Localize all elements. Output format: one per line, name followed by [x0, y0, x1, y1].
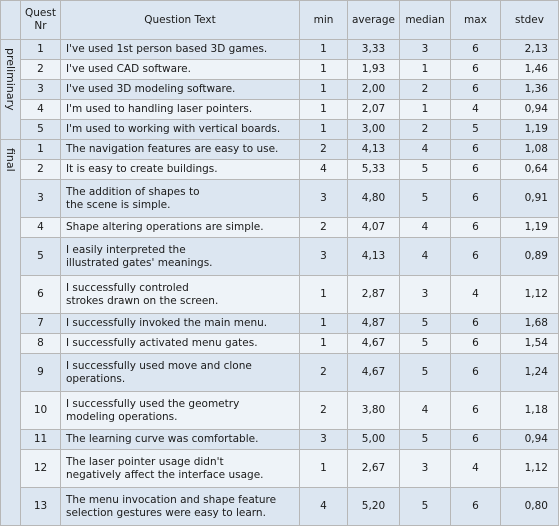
average-cell: 5,00: [348, 430, 400, 450]
question-text-cell: I successfully activated menu gates.: [61, 334, 300, 354]
header-quest-nr: Quest Nr: [21, 1, 61, 40]
average-cell: 3,00: [348, 120, 400, 140]
min-cell: 2: [300, 218, 348, 238]
median-cell: 5: [400, 160, 451, 180]
min-cell: 1: [300, 276, 348, 314]
quest-nr-cell: 1: [21, 140, 61, 160]
max-cell: 5: [451, 120, 501, 140]
max-cell: 6: [451, 160, 501, 180]
average-cell: 4,87: [348, 314, 400, 334]
average-cell: 4,67: [348, 354, 400, 392]
average-cell: 3,33: [348, 40, 400, 60]
median-cell: 4: [400, 218, 451, 238]
table-row: [1, 100, 559, 120]
average-cell: 2,00: [348, 80, 400, 100]
stdev-cell: 1,46: [501, 60, 559, 80]
quest-nr-cell: 9: [21, 354, 61, 392]
question-text-cell: Shape altering operations are simple.: [61, 218, 300, 238]
max-cell: 6: [451, 60, 501, 80]
question-text-cell: I've used 3D modeling software.: [61, 80, 300, 100]
average-cell: 2,67: [348, 450, 400, 488]
quest-nr-cell: 11: [21, 430, 61, 450]
min-cell: 2: [300, 392, 348, 430]
quest-nr-cell: 2: [21, 60, 61, 80]
quest-nr-cell: 4: [21, 218, 61, 238]
stdev-cell: 0,91: [501, 180, 559, 218]
stdev-cell: 0,89: [501, 238, 559, 276]
question-text-cell: I'm used to working with vertical boards.: [61, 120, 300, 140]
quest-nr-cell: 13: [21, 488, 61, 526]
question-text-cell: The menu invocation and shape feature selection gestures were easy to learn.: [61, 488, 300, 526]
question-text-cell: I easily interpreted the illustrated gates' meanings.: [61, 238, 300, 276]
median-cell: 5: [400, 430, 451, 450]
header-average: average: [348, 1, 400, 40]
table-row: [1, 140, 559, 160]
quest-nr-cell: 4: [21, 100, 61, 120]
average-cell: 3,80: [348, 392, 400, 430]
median-cell: 4: [400, 392, 451, 430]
median-cell: 5: [400, 354, 451, 392]
min-cell: 1: [300, 450, 348, 488]
min-cell: 2: [300, 354, 348, 392]
table-row: [1, 354, 559, 392]
average-cell: 4,13: [348, 140, 400, 160]
max-cell: 6: [451, 430, 501, 450]
quest-nr-cell: 5: [21, 238, 61, 276]
group-label-cell: [1, 40, 21, 140]
median-cell: 3: [400, 40, 451, 60]
quest-nr-cell: 3: [21, 80, 61, 100]
quest-nr-cell: 8: [21, 334, 61, 354]
max-cell: 4: [451, 100, 501, 120]
median-cell: 5: [400, 180, 451, 218]
max-cell: 6: [451, 354, 501, 392]
average-cell: 4,67: [348, 334, 400, 354]
quest-nr-cell: 12: [21, 450, 61, 488]
median-cell: 5: [400, 314, 451, 334]
group-label-cell: [1, 140, 21, 526]
table-row: [1, 80, 559, 100]
average-cell: 5,20: [348, 488, 400, 526]
stdev-cell: 0,80: [501, 488, 559, 526]
header-row: [1, 1, 559, 40]
min-cell: 3: [300, 238, 348, 276]
max-cell: 6: [451, 488, 501, 526]
median-cell: 5: [400, 334, 451, 354]
quest-nr-cell: 5: [21, 120, 61, 140]
question-text-cell: I successfully used the geometry modeling operations.: [61, 392, 300, 430]
group-label: final: [4, 148, 17, 172]
average-cell: 4,13: [348, 238, 400, 276]
median-cell: 1: [400, 60, 451, 80]
question-text-cell: I successfully controled strokes drawn on the screen.: [61, 276, 300, 314]
quest-nr-cell: 10: [21, 392, 61, 430]
stdev-cell: 1,24: [501, 354, 559, 392]
median-cell: 3: [400, 450, 451, 488]
stdev-cell: 1,18: [501, 392, 559, 430]
table-row: [1, 430, 559, 450]
median-cell: 5: [400, 488, 451, 526]
stdev-cell: 1,54: [501, 334, 559, 354]
average-cell: 4,80: [348, 180, 400, 218]
min-cell: 3: [300, 430, 348, 450]
max-cell: 6: [451, 238, 501, 276]
average-cell: 5,33: [348, 160, 400, 180]
question-text-cell: I'm used to handling laser pointers.: [61, 100, 300, 120]
min-cell: 1: [300, 120, 348, 140]
min-cell: 1: [300, 60, 348, 80]
average-cell: 4,07: [348, 218, 400, 238]
table-row: [1, 40, 559, 60]
max-cell: 6: [451, 218, 501, 238]
table-row: [1, 488, 559, 526]
average-cell: 1,93: [348, 60, 400, 80]
table-row: [1, 392, 559, 430]
stdev-cell: 1,36: [501, 80, 559, 100]
min-cell: 4: [300, 160, 348, 180]
header-stdev: stdev: [501, 1, 559, 40]
quest-nr-cell: 6: [21, 276, 61, 314]
median-cell: 4: [400, 238, 451, 276]
table-row: [1, 180, 559, 218]
table-row: [1, 238, 559, 276]
question-text-cell: I've used 1st person based 3D games.: [61, 40, 300, 60]
stdev-cell: 0,94: [501, 100, 559, 120]
question-text-cell: The navigation features are easy to use.: [61, 140, 300, 160]
max-cell: 6: [451, 392, 501, 430]
header-min: min: [300, 1, 348, 40]
max-cell: 4: [451, 276, 501, 314]
stdev-cell: 0,64: [501, 160, 559, 180]
table-row: [1, 120, 559, 140]
max-cell: 6: [451, 80, 501, 100]
median-cell: 3: [400, 276, 451, 314]
min-cell: 4: [300, 488, 348, 526]
table-row: [1, 160, 559, 180]
min-cell: 3: [300, 180, 348, 218]
quest-nr-cell: 7: [21, 314, 61, 334]
stdev-cell: 1,12: [501, 276, 559, 314]
average-cell: 2,87: [348, 276, 400, 314]
max-cell: 6: [451, 40, 501, 60]
quest-nr-cell: 2: [21, 160, 61, 180]
average-cell: 2,07: [348, 100, 400, 120]
stdev-cell: 2,13: [501, 40, 559, 60]
question-text-cell: The addition of shapes to the scene is simple.: [61, 180, 300, 218]
table-row: [1, 60, 559, 80]
max-cell: 6: [451, 314, 501, 334]
table-row: [1, 450, 559, 488]
stdev-cell: 1,08: [501, 140, 559, 160]
table-body: [1, 40, 559, 526]
max-cell: 6: [451, 180, 501, 218]
header-max: max: [451, 1, 501, 40]
question-text-cell: I successfully used move and clone operations.: [61, 354, 300, 392]
stdev-cell: 0,94: [501, 430, 559, 450]
stdev-cell: 1,12: [501, 450, 559, 488]
stdev-cell: 1,19: [501, 120, 559, 140]
max-cell: 6: [451, 140, 501, 160]
median-cell: 1: [400, 100, 451, 120]
question-text-cell: I've used CAD software.: [61, 60, 300, 80]
question-text-cell: I successfully invoked the main menu.: [61, 314, 300, 334]
min-cell: 1: [300, 80, 348, 100]
median-cell: 2: [400, 80, 451, 100]
question-text-cell: The laser pointer usage didn't negatively affect the interface usage.: [61, 450, 300, 488]
min-cell: 2: [300, 140, 348, 160]
table-row: [1, 218, 559, 238]
median-cell: 2: [400, 120, 451, 140]
min-cell: 1: [300, 314, 348, 334]
table-row: [1, 276, 559, 314]
header-median: median: [400, 1, 451, 40]
min-cell: 1: [300, 100, 348, 120]
median-cell: 4: [400, 140, 451, 160]
group-header-blank: [1, 1, 21, 40]
quest-nr-cell: 1: [21, 40, 61, 60]
max-cell: 4: [451, 450, 501, 488]
table-row: [1, 314, 559, 334]
min-cell: 1: [300, 334, 348, 354]
table-row: [1, 334, 559, 354]
stdev-cell: 1,68: [501, 314, 559, 334]
header-question-text: Question Text: [61, 1, 300, 40]
group-label: preliminary: [4, 48, 17, 111]
question-text-cell: The learning curve was comfortable.: [61, 430, 300, 450]
quest-nr-cell: 3: [21, 180, 61, 218]
stdev-cell: 1,19: [501, 218, 559, 238]
question-text-cell: It is easy to create buildings.: [61, 160, 300, 180]
min-cell: 1: [300, 40, 348, 60]
max-cell: 6: [451, 334, 501, 354]
